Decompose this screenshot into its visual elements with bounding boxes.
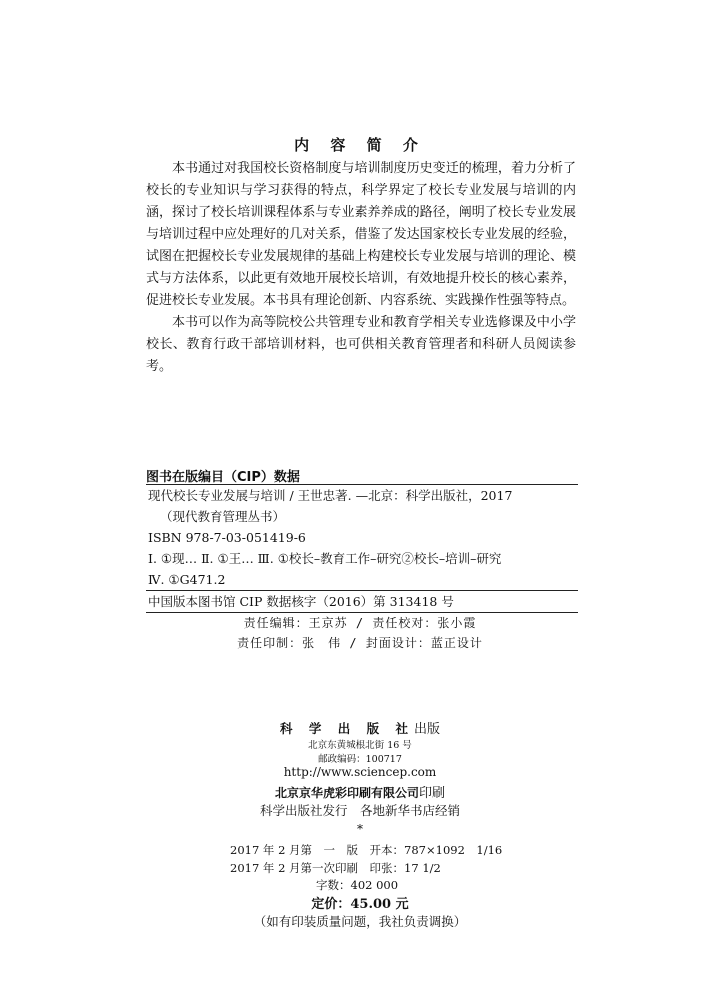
- publisher-address: 北京东黄城根北街 16 号: [308, 740, 412, 751]
- cip-heading: 图书在版编目（CIP）数据: [146, 470, 300, 485]
- cip-title-line: 现代校长专业发展与培训 / 王世忠著. —北京：科学出版社，2017: [148, 488, 513, 503]
- cip-classification-line: Ⅳ. ①G471.2: [148, 572, 226, 587]
- publisher-url: http://www.sciencep.com: [283, 765, 437, 779]
- cip-record-number-line: 中国版本图书馆 CIP 数据核字（2016）第 313418 号: [146, 590, 578, 612]
- production-credits: 责任印制：张 伟 / 封面设计：蓝正设计: [237, 636, 483, 650]
- publisher-name: 科 学 出 版 社: [280, 721, 414, 736]
- intro-title: 内 容 简 介: [294, 136, 426, 154]
- cip-isbn-line: ISBN 978-7-03-051419-6: [148, 530, 306, 545]
- printer-suffix: 印刷: [419, 786, 446, 801]
- printing-line: 2017 年 2 月第一次印刷 印张：17 1/2: [230, 861, 441, 875]
- return-policy-note: （如有印装质量问题，我社负责调换）: [253, 914, 467, 929]
- price-line: 定价：45.00 元: [311, 897, 409, 912]
- printer-line: [0, 782, 720, 801]
- edition-line: 2017 年 2 月第 一 版 开本：787×1092 1/16: [230, 843, 503, 857]
- publisher-line: [0, 718, 720, 737]
- editor-credits: 责任编辑：王京苏 / 责任校对：张小霞: [243, 616, 477, 630]
- publisher-suffix: 出版: [413, 722, 440, 737]
- distribution-line: 科学出版社发行 各地新华书店经销: [259, 803, 460, 818]
- cip-data-box: [146, 484, 578, 613]
- intro-paragraph-1: 本书通过对我国校长资格制度与培训制度历史变迁的梳理，着力分析了校长的专业知识与学习获得的特点，科学界定了校长专业发展与培训的内涵，探讨了校长培训课程体系与专业素养养成的路径，阐明了校长专业发展与培训过程中应处理好的几对关系，借鉴了发达国家校长专业发展的经验，试图在把握校长专业发展规律的基础上构建校长专业发展与培训的理论、模式与方法体系，以此更有效地开展校长培训，有效地提升校长的核心素养，促进校长专业发展。本书具有理论创新、内容系统、实践操作性强等特点。: [146, 161, 576, 308]
- intro-body: [146, 158, 576, 378]
- intro-paragraph-2: 本书可以作为高等院校公共管理专业和教育学相关专业选修课及中小学校长、教育行政干部培训材料，也可供相关教育管理者和科研人员阅读参考。: [146, 315, 576, 374]
- publisher-postcode: 邮政编码：100717: [318, 754, 402, 765]
- cip-subject-line: Ⅰ. ①现… Ⅱ. ①王… Ⅲ. ①校长–教育工作–研究②校长–培训–研究: [148, 551, 502, 566]
- separator-star: *: [357, 822, 363, 836]
- cip-series-line: （现代教育管理丛书）: [160, 509, 286, 524]
- printer-name: 北京京华虎彩印刷有限公司: [274, 786, 419, 800]
- word-count-line: 字数：402 000: [316, 878, 399, 892]
